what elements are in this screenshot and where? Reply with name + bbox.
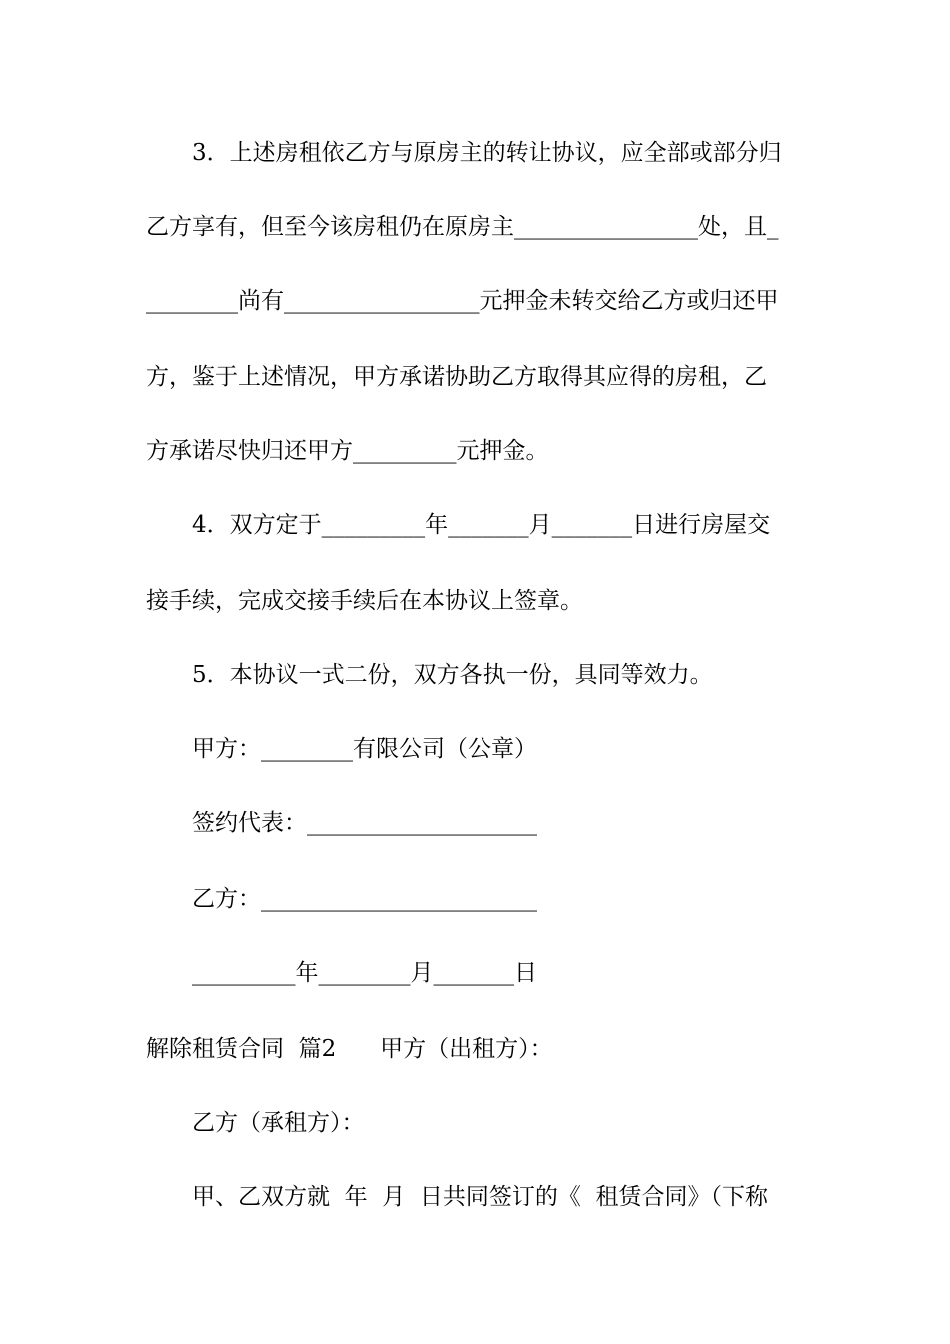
paragraph-3-line-2: 乙方享有，但至今该房租仍在原房主________________处，且_: [146, 214, 779, 240]
paragraph-3-line-4: 方，鉴于上述情况，甲方承诺协助乙方取得其应得的房租，乙: [146, 364, 767, 390]
paragraph-3-line-1: 3．上述房租依乙方与原房主的转让协议，应全部或部分归: [192, 140, 782, 166]
paragraph-4-line-2: 接手续，完成交接手续后在本协议上签章。: [146, 588, 583, 614]
party-b-line: 乙方：________________________: [192, 886, 537, 912]
section-heading-line: 解除租赁合同 篇2 甲方（出租方）：: [146, 1036, 553, 1062]
agreement-intro-line: 甲、乙双方就 年 月 日共同签订的《 租赁合同》（下称: [192, 1184, 768, 1210]
paragraph-5: 5．本协议一式二份，双方各执一份，具同等效力。: [192, 662, 713, 688]
paragraph-3-line-3: ________尚有_________________元押金未转交给乙方或归还甲: [146, 288, 779, 314]
paragraph-3-line-5: 方承诺尽快归还甲方_________元押金。: [146, 438, 549, 464]
lessee-line: 乙方（承租方）：: [192, 1110, 365, 1136]
date-line: _________年________月_______日: [192, 960, 537, 986]
paragraph-4-line-1: 4．双方定于_________年_______月_______日进行房屋交: [192, 512, 771, 538]
signing-representative-line: 签约代表：____________________: [192, 810, 537, 836]
party-a-line: 甲方：________有限公司（公章）: [192, 736, 537, 762]
